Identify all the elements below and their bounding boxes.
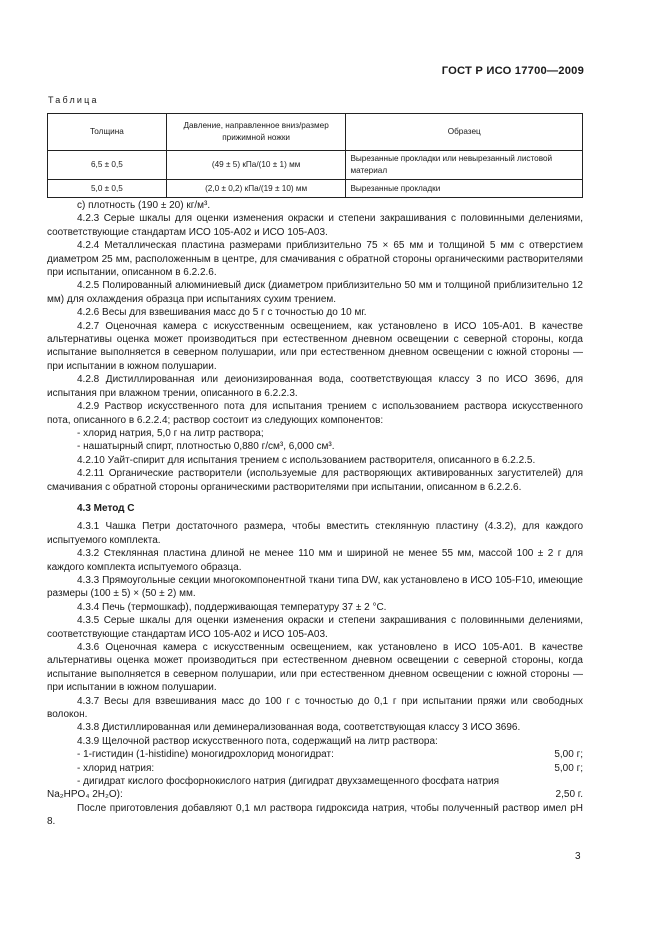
ingredient-label: - 1-гистидин (1-histidine) моногидрохлорид моногидрат: (77, 749, 334, 761)
table-cell: (49 ± 5) кПа/(10 ± 1) мм (166, 151, 346, 180)
ingredient-row (47, 762, 583, 775)
paragraph-4-2-6: 4.2.6 Весы для взвешивания масс до 5 г с точностью до 10 мг. (77, 307, 367, 319)
list-item: - нашатырный спирт, плотностью 0,880 г/см³, 6,000 см³. (77, 441, 335, 453)
ingredient-label: - дигидрат кислого фосфорнокислого натрия (дигидрат двухзамещенного фосфата натрия (77, 776, 500, 788)
ingredient-label: - хлорид натрия: (77, 762, 155, 774)
paragraph-4-3-3: 4.3.3 Прямоугольные секции многокомпонентной ткани типа DW, как установлено в ИСО 105-F10, имеющие размеры (100 ± 5) × (50 ± 2) мм. (47, 574, 583, 600)
section-heading-4-3: 4.3 Метод C (77, 502, 135, 514)
page-number: 3 (575, 851, 581, 862)
ingredient-row (47, 788, 583, 801)
ingredient-row (47, 748, 583, 761)
paragraph-4-2-10: 4.2.10 Уайт-спирит для испытания трением с использованием растворителя, описанного в 6.2.2.5. (77, 454, 536, 466)
table-cell: (2,0 ± 0,2) кПа/(19 ± 10) мм (166, 180, 346, 198)
table-row (48, 151, 583, 180)
paragraph-4-3-8: 4.3.8 Дистиллированная или деминерализованная вода, соответствующая классу 3 ИСО 3696. (77, 722, 521, 734)
chemical-formula: Na₂HPO₄ 2H₂O): (47, 789, 123, 801)
ingredient-value: 5,00 г; (554, 749, 583, 761)
ingredient-value: 5,00 г; (554, 762, 583, 774)
paragraph-4-2-4: 4.2.4 Металлическая пластина размерами приблизительно 75 × 65 мм и толщиной 5 мм с отверстием диаметром 25 мм, расположенным в центре, для смачивания с обратной стороны органическими растворителями при испытании, описанном в 6.2.2.6. (47, 240, 583, 279)
specification-table (47, 113, 583, 198)
list-item: - хлорид натрия, 5,0 г на литр раствора; (77, 427, 264, 439)
paragraph-4-3-5: 4.3.5 Серые шкалы для оценки изменения окраски и степени закрашивания с половинными делениями, соответствующие стандартам ИСО 105-A02 и ИСО 105-A03. (47, 615, 583, 640)
paragraph-4-3-2: 4.3.2 Стеклянная пластина длиной не менее 110 мм и шириной не менее 55 мм, массой 100 ± 2 г для каждого комплекта испытуемого образца. (47, 548, 583, 573)
paragraph-after-prep: После приготовления добавляют 0,1 мл раствора гидроксида натрия, чтобы полученный раствор имел pH 8. (47, 802, 583, 828)
paragraph-4-3-6: 4.3.6 Оценочная камера с искусственным освещением, как установлено в ИСО 105-A01. В качестве альтернативы оценка может производиться при естественном дневном освещении с северной стороны, когда испытание выполняется в северном полушарии, или при естественном дневном освещении с южной стороны — при испытании в южном полушарии. (47, 642, 583, 694)
paragraph-4-2-11: 4.2.11 Органические растворители (используемые для растворяющих активированных загустителей) для смачивания с обратной стороны органическими растворителями при испытании, описанном в 6.2.2.6. (47, 468, 583, 493)
table-header-cell: Образец (346, 114, 583, 151)
table-header-row (48, 114, 583, 151)
table-header-cell: Давление, направленное вниз/размер прижимной ножки (166, 114, 346, 151)
table-cell: Вырезанные прокладки или невырезанный листовой материал (346, 151, 583, 180)
paragraph-4-3-4: 4.3.4 Печь (термошкаф), поддерживающая температуру 37 ± 2 °C. (77, 601, 387, 613)
paragraph-4-3-1: 4.3.1 Чашка Петри достаточного размера, чтобы вместить стеклянную пластину (4.3.2), для каждого испытуемого комплекта. (47, 521, 583, 546)
table-cell: Вырезанные прокладки (346, 180, 583, 198)
table-caption: Таблица (48, 95, 99, 105)
table-cell: 6,5 ± 0,5 (48, 151, 167, 180)
paragraph-4-2-9: 4.2.9 Раствор искусственного пота для испытания трением с использованием раствора искусственного пота, описанного в 6.2.2.4; раствор состоит из следующих компонентов: (47, 401, 583, 426)
paragraph-4-2-7: 4.2.7 Оценочная камера с искусственным освещением, как установлено в ИСО 105-A01. В качестве альтернативы оценка может производиться при естественном дневном освещении с северной стороны, когда испытание выполняется в северном полушарии, или при естественном дневном освещении с южной стороны — при испытании в южном полушарии. (47, 320, 583, 372)
paragraph-4-3-9: 4.3.9 Щелочной раствор искусственного пота, содержащий на литр раствора: (77, 735, 438, 747)
paragraph-4-3-7: 4.3.7 Весы для взвешивания масс до 100 г с точностью до 0,1 г при испытании пряжи или свободных волокон. (47, 695, 583, 721)
paragraph-4-2-3: 4.2.3 Серые шкалы для оценки изменения окраски и степени закрашивания с половинными делениями, соответствующие стандартам ИСО 105-A02 и ИСО 105-A03. (47, 213, 583, 238)
paragraph-4-2-8: 4.2.8 Дистиллированная или деионизированная вода, соответствующая классу 3 по ИСО 3696, для испытания при влажном трении, описанного в 6.2.2.3. (47, 374, 583, 399)
table-row (48, 180, 583, 198)
body-text (47, 199, 583, 829)
table-cell: 5,0 ± 0,5 (48, 180, 167, 198)
paragraph-4-2-5: 4.2.5 Полированный алюминиевый диск (диаметром приблизительно 50 мм и толщиной приблизительно 12 мм) для охлаждения образца при испытаниях сухим трением. (47, 280, 583, 305)
paragraph-c: c) плотность (190 ± 20) кг/м³. (77, 200, 211, 211)
document-code-header: ГОСТ Р ИСО 17700—2009 (441, 65, 584, 77)
table-header-cell: Толщина (48, 114, 167, 151)
ingredient-value: 2,50 г. (555, 789, 583, 801)
